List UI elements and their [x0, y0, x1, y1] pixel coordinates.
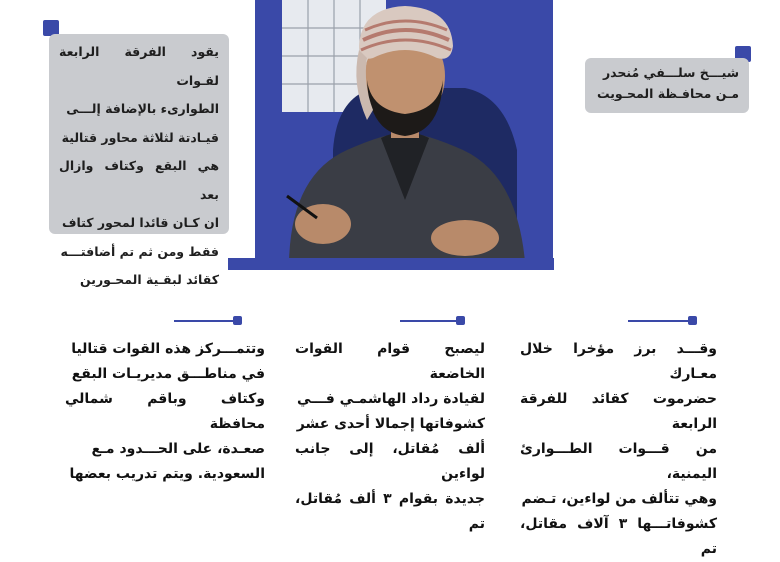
column-line: جديدة بقوام ٣ ألف مُقاتل، تم	[295, 491, 485, 532]
column-line: كشوفاتـــها ٣ آلاف مقاتل، تم	[520, 516, 717, 557]
left-box-line: ان كـان قائدا لمحور كتاف	[61, 215, 219, 230]
photo-base-bar	[228, 258, 554, 270]
left-box-line: يقود الفرقة الرابعة لقـوات	[59, 44, 219, 88]
right-box-line: شيـــخ سلـــفي مُنحدر	[602, 65, 739, 80]
right-box-line: مـن محافـظة المحـويت	[596, 86, 739, 101]
column-divider-2	[400, 320, 462, 322]
column-line: حضرموت كقائد للفرقة الرابعة	[520, 391, 717, 432]
column-divider-3	[174, 320, 240, 322]
left-box-line: الطوارىء بالإضافة إلـــى	[66, 101, 219, 116]
column-line: كشوفاتها إجمالا أحدى عشر	[296, 416, 485, 432]
column-line: السعودية. ويتم تدريب بعضها	[69, 466, 265, 482]
column-line: وهي تتألف من لواءين، تـضم	[521, 491, 717, 507]
left-box-line: فقط ومن ثم تم أضافتـــه	[60, 243, 219, 259]
column-divider-dot-1	[688, 316, 697, 325]
left-box-line: كقائد لبقـية المحـورين	[80, 272, 219, 287]
column-line: من قـــوات الطـــوارئ اليمنية،	[520, 441, 717, 482]
text-column-3	[65, 337, 265, 487]
portrait-photo	[255, 0, 553, 262]
text-column-2	[295, 337, 485, 537]
right-info-box	[585, 58, 749, 113]
left-box-line: قيـادتة لثلاثة محاور قتالية	[61, 129, 219, 145]
column-divider-dot-3	[233, 316, 242, 325]
column-divider-1	[628, 320, 694, 322]
column-line: ليصبح قوام القوات الخاضعة	[295, 341, 485, 382]
column-line: صعـدة، على الحـــدود مـع	[91, 441, 265, 457]
column-divider-dot-2	[456, 316, 465, 325]
column-line: لقيادة رداد الهاشمـي فـــي	[297, 391, 485, 407]
left-info-box	[49, 34, 229, 287]
column-line: ألف مُقاتل، إلى جانب لواءين	[295, 441, 485, 482]
left-box-line: هي البقع وكتاف وازال بعد	[59, 158, 219, 202]
column-line: وتتمـــركز هذه القوات قتاليا	[71, 341, 265, 357]
text-column-1	[520, 337, 717, 562]
column-line: وكتاف وباقم شمالي محافظة	[65, 391, 265, 432]
column-line: وقـــد برز مؤخرا خلال معـارك	[520, 341, 717, 382]
column-line: في مناطـــق مديريـات البقع	[71, 366, 265, 382]
